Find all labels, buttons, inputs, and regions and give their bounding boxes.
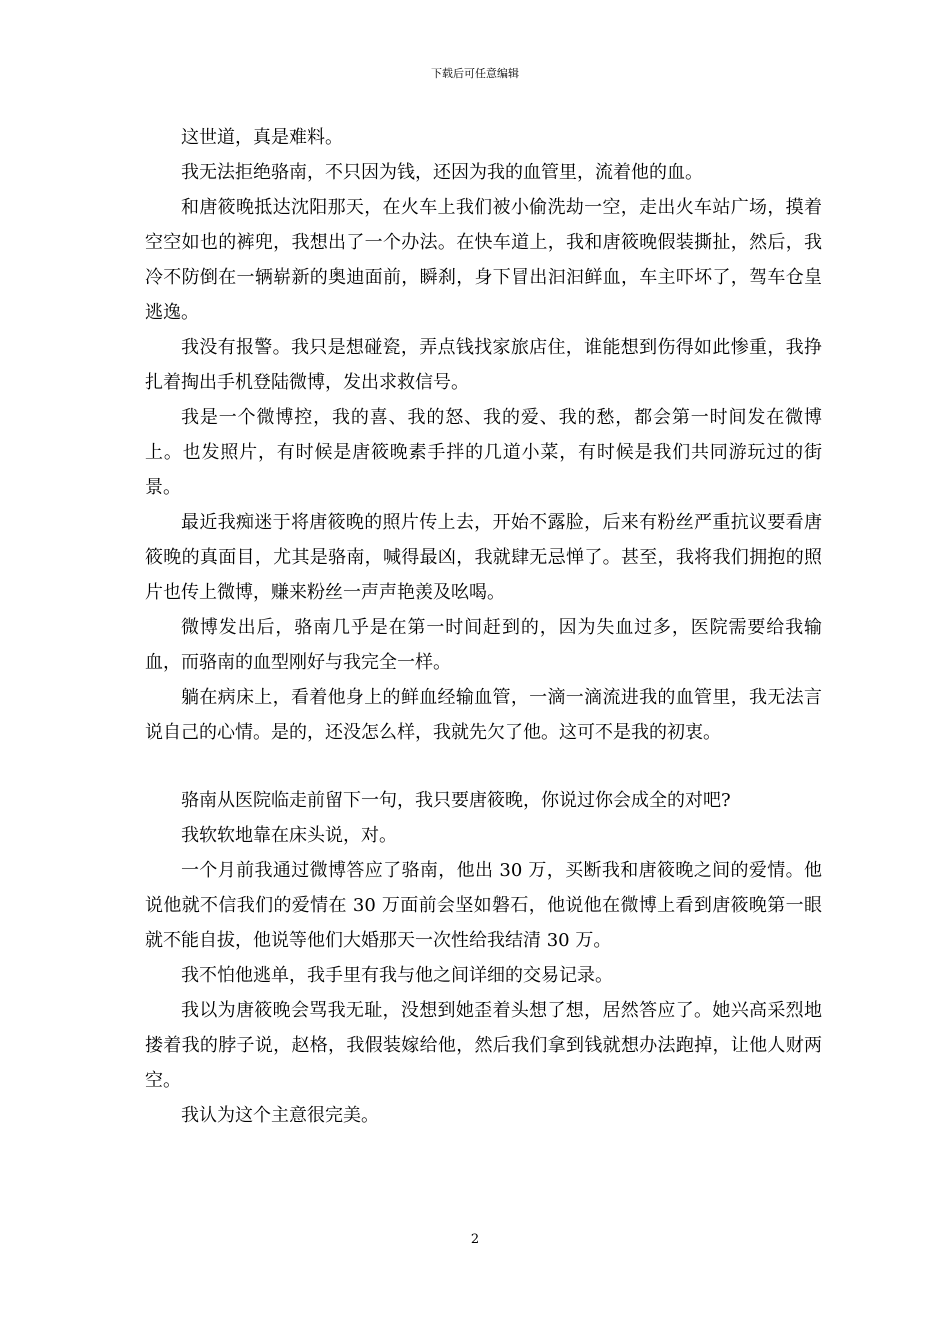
page-header: 下载后可任意编辑 [431, 67, 519, 80]
paragraph: 我是一个微博控，我的喜、我的怒、我的爱、我的愁，都会第一时间发在微博上。也发照片，有时候是唐筱晚素手拌的几道小菜，有时候是我们共同游玩过的街景。 [145, 407, 822, 498]
paragraph: 这世道，真是难料。 [181, 127, 343, 148]
paragraph: 微博发出后，骆南几乎是在第一时间赶到的，因为失血过多，医院需要给我输血，而骆南的血型刚好与我完全一样。 [145, 617, 822, 673]
paragraph: 我软软地靠在床头说，对。 [181, 825, 397, 846]
page-number: 2 [470, 1232, 480, 1247]
paragraph: 躺在病床上，看着他身上的鲜血经输血管，一滴一滴流进我的血管里，我无法言说自己的心情。是的，还没怎么样，我就先欠了他。这可不是我的初衷。 [145, 687, 822, 743]
paragraph: 最近我痴迷于将唐筱晚的照片传上去，开始不露脸，后来有粉丝严重抗议要看唐筱晚的真面目，尤其是骆南，喊得最凶，我就肆无忌惮了。甚至，我将我们拥抱的照片也传上微博，赚来粉丝一声声艳羡及吆喝。 [145, 512, 822, 603]
body-text [145, 120, 822, 1133]
paragraph: 一个月前我通过微博答应了骆南，他出 30 万，买断我和唐筱晚之间的爱情。他说他就不信我们的爱情在 30 万面前会坚如磐石，他说他在微博上看到唐筱晚第一眼就不能自拔，他说等他们大婚那天一次性给我结清 30 万。 [145, 860, 822, 951]
paragraph: 和唐筱晚抵达沈阳那天，在火车上我们被小偷洗劫一空，走出火车站广场，摸着空空如也的裤兜，我想出了一个办法。在快车道上，我和唐筱晚假装撕扯，然后，我冷不防倒在一辆崭新的奥迪面前，瞬刹，身下冒出汩汩鲜血，车主吓坏了，驾车仓皇逃逸。 [145, 197, 822, 323]
paragraph: 骆南从医院临走前留下一句，我只要唐筱晚，你说过你会成全的对吧? [181, 790, 731, 811]
section-gap [145, 750, 822, 783]
paragraph: 我认为这个主意很完美。 [181, 1105, 379, 1126]
paragraph: 我没有报警。我只是想碰瓷，弄点钱找家旅店住，谁能想到伤得如此惨重，我挣扎着掏出手机登陆微博，发出求救信号。 [145, 337, 822, 393]
paragraph: 我无法拒绝骆南，不只因为钱，还因为我的血管里，流着他的血。 [181, 162, 703, 183]
paragraph: 我以为唐筱晚会骂我无耻，没想到她歪着头想了想，居然答应了。她兴高采烈地搂着我的脖子说，赵格，我假装嫁给他，然后我们拿到钱就想办法跑掉，让他人财两空。 [145, 1000, 822, 1091]
paragraph: 我不怕他逃单，我手里有我与他之间详细的交易记录。 [181, 965, 613, 986]
